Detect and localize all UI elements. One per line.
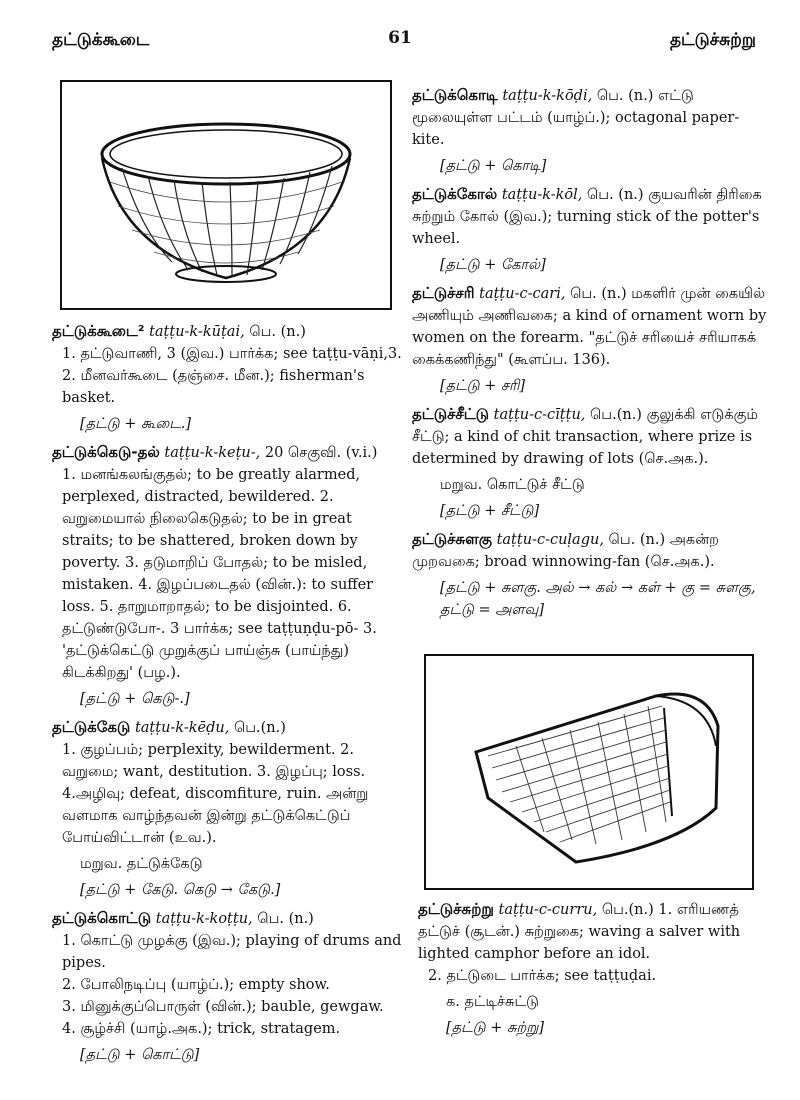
entry-tattukkottu <box>52 907 407 1066</box>
etymology: [தட்டு + கூடை.] <box>80 416 192 432</box>
right-column <box>412 84 767 627</box>
transliteration: taṭṭu-k-keṭu-, <box>164 445 261 461</box>
etymology: [தட்டு + கொட்டு] <box>80 1047 200 1063</box>
part-of-speech: பெ. (n.) <box>570 286 627 302</box>
part-of-speech: பெ.(n.) <box>233 720 286 736</box>
running-head-right: தட்டுச்சுற்று <box>669 30 756 50</box>
transliteration: taṭṭu-c-cīṭṭu, <box>493 407 586 423</box>
part-of-speech: பெ. (n.) <box>257 911 314 927</box>
winnowing-fan-illustration <box>424 654 754 890</box>
transliteration: taṭṭu-k-kūṭai, <box>149 324 245 340</box>
sense: 1. கொட்டு முழக்கு (இவ.); playing of drums and pipes. <box>62 933 402 971</box>
part-of-speech: பெ.(n.) <box>601 902 654 918</box>
entry-tattuccuaagu <box>412 528 767 621</box>
part-of-speech: 20 செகுவி. (v.i.) <box>264 445 378 461</box>
sense: அகன்ற முறவகை; broad winnowing-fan (செ.அக.). <box>412 532 720 570</box>
sense: குயவரின் திரிகை சுற்றும் கோல் (இவ.); turning stick of the potter's wheel. <box>412 187 762 247</box>
transliteration: taṭṭu-c-cari, <box>479 286 566 302</box>
left-column <box>52 320 407 1072</box>
entry-tattukkedu-noun <box>52 716 407 901</box>
etymology: [தட்டு + சீட்டு] <box>440 503 540 519</box>
entry-tattukkodi <box>412 84 767 177</box>
headword: தட்டுச்சீட்டு <box>412 405 490 423</box>
entry-tattuccittu <box>412 403 767 522</box>
page-number: 61 <box>388 28 412 48</box>
headword: தட்டுக்கேடு <box>52 718 131 736</box>
transliteration: taṭṭu-k-kōḍi, <box>502 88 593 104</box>
sense: 1. எரியணத் தட்டுச் (சூடன்.) சுற்றுகை; waving a salver with lighted camphor before an idol. <box>418 902 741 962</box>
entry-tattuccurru <box>418 898 758 1039</box>
etymology: [தட்டு + சுளகு. அல் → கல் → கள் + கு = சுளகு, தட்டு = அளவு] <box>440 580 756 618</box>
sense: 1. தட்டுவாணி, 3 (இவ.) பார்க்க; see taṭṭu-vāṇi,3. <box>62 346 402 362</box>
etymology: [தட்டு + கேடு. கெடு → கேடு.] <box>80 882 281 898</box>
basket-illustration <box>60 80 392 310</box>
transliteration: taṭṭu-k-kēḍu, <box>134 720 230 736</box>
sense: மகளிர் முன் கையில் அணியும் அணிவகை; a kind of ornament worn by women on the forearm. "தட்டுச் சரியைச் சரியாகக் கைக்கணிந்து" (கூளப்ப. 136). <box>412 286 767 368</box>
entry-tattukkol <box>412 183 767 276</box>
running-head-left: தட்டுக்கூடை <box>52 30 150 50</box>
part-of-speech: பெ. (n.) <box>587 187 644 203</box>
headword: தட்டுக்கொடி <box>412 86 498 104</box>
part-of-speech: பெ. (n.) <box>596 88 654 104</box>
headword: தட்டுக்கூடை² <box>52 322 145 340</box>
entry-tattukkudai <box>52 320 407 435</box>
entry-tattuccari <box>412 282 767 397</box>
sense: எட்டு மூலையுள்ள பட்டம் (யாழ்ப்.); octagonal paper-kite. <box>412 88 740 148</box>
right-bottom-column <box>418 898 758 1045</box>
headword: தட்டுக்கோல் <box>412 185 498 203</box>
headword: தட்டுச்சுற்று <box>418 900 494 918</box>
etymology: [தட்டு + சுற்று] <box>446 1020 545 1036</box>
etymology: [தட்டு + சரி] <box>440 378 526 394</box>
variant: மறுவ. தட்டுக்கேடு <box>80 856 203 872</box>
headword: தட்டுச்சுளகு <box>412 530 492 548</box>
etymology: [தட்டு + கோல்] <box>440 257 546 273</box>
sense: 2. போலிநடிப்பு (யாழ்ப்.); empty show. <box>62 977 330 993</box>
sense: குலுக்கி எடுக்கும் சீட்டு; a kind of chit transaction, where prize is determined by drawing of lots (செ.அக.). <box>412 407 759 467</box>
variant: மறுவ. கொட்டுச் சீட்டு <box>440 477 585 493</box>
etymology: [தட்டு + கொடி] <box>440 158 547 174</box>
headword: தட்டுக்கொட்டு <box>52 909 152 927</box>
sense: 4. சூழ்ச்சி (யாழ்.அக.); trick, stratagem. <box>62 1021 341 1037</box>
part-of-speech: பெ. (n.) <box>249 324 306 340</box>
headword: தட்டுச்சரி <box>412 284 475 302</box>
transliteration: taṭṭu-k-kōl, <box>501 187 583 203</box>
sense: 1. மனங்கலங்குதல்; to be greatly alarmed, perplexed, distracted, bewildered. 2. வறுமையால் நிலைகெடுதல்; to be in great straits; to be shattered, broken down by poverty. 3. தடுமாறிப் போதல்; to be misled, mistaken. 4. இழப்படைதல் (வின்.): to suffer loss. 5. தாறுமாறாதல்; to be disjointed. 6. தட்டுண்டுபோ-. 3 பார்க்க; see taṭṭuṇḍu-pō- 3. 'தட்டுக்கெட்டு முறுக்குப் பாய்ஞ்சு (பாய்ந்து) கிடக்கிறது' (பழ.). <box>62 467 377 681</box>
part-of-speech: பெ.(n.) <box>590 407 642 423</box>
sense: 2. தட்டுடை பார்க்க; see taṭṭuḍai. <box>428 968 657 984</box>
transliteration: taṭṭu-c-curru, <box>498 902 598 918</box>
sense: 2. மீனவர்கூடை (தஞ்சை. மீன.); fisherman's basket. <box>62 368 365 406</box>
sense: 1. குழப்பம்; perplexity, bewilderment. 2. வறுமை; want, destitution. 3. இழப்பு; loss. 4.அழிவு; defeat, discomfiture, ruin. அன்று வளமாக வாழ்ந்தவன் இன்று தட்டுக்கெட்டுப் போய்விட்டான் (உவ.). <box>62 742 369 846</box>
variant: க. தட்டிச்சுட்டு <box>446 994 539 1010</box>
sense: 3. மினுக்குப்பொருள் (வின்.); bauble, gewgaw. <box>62 999 384 1015</box>
transliteration: taṭṭu-c-cuḷagu, <box>496 532 604 548</box>
transliteration: taṭṭu-k-koṭṭu, <box>155 911 253 927</box>
headword: தட்டுக்கெடு-தல் <box>52 443 160 461</box>
part-of-speech: பெ. (n.) <box>608 532 666 548</box>
entry-tattukkedu <box>52 441 407 710</box>
etymology: [தட்டு + கெடு-.] <box>80 691 190 707</box>
